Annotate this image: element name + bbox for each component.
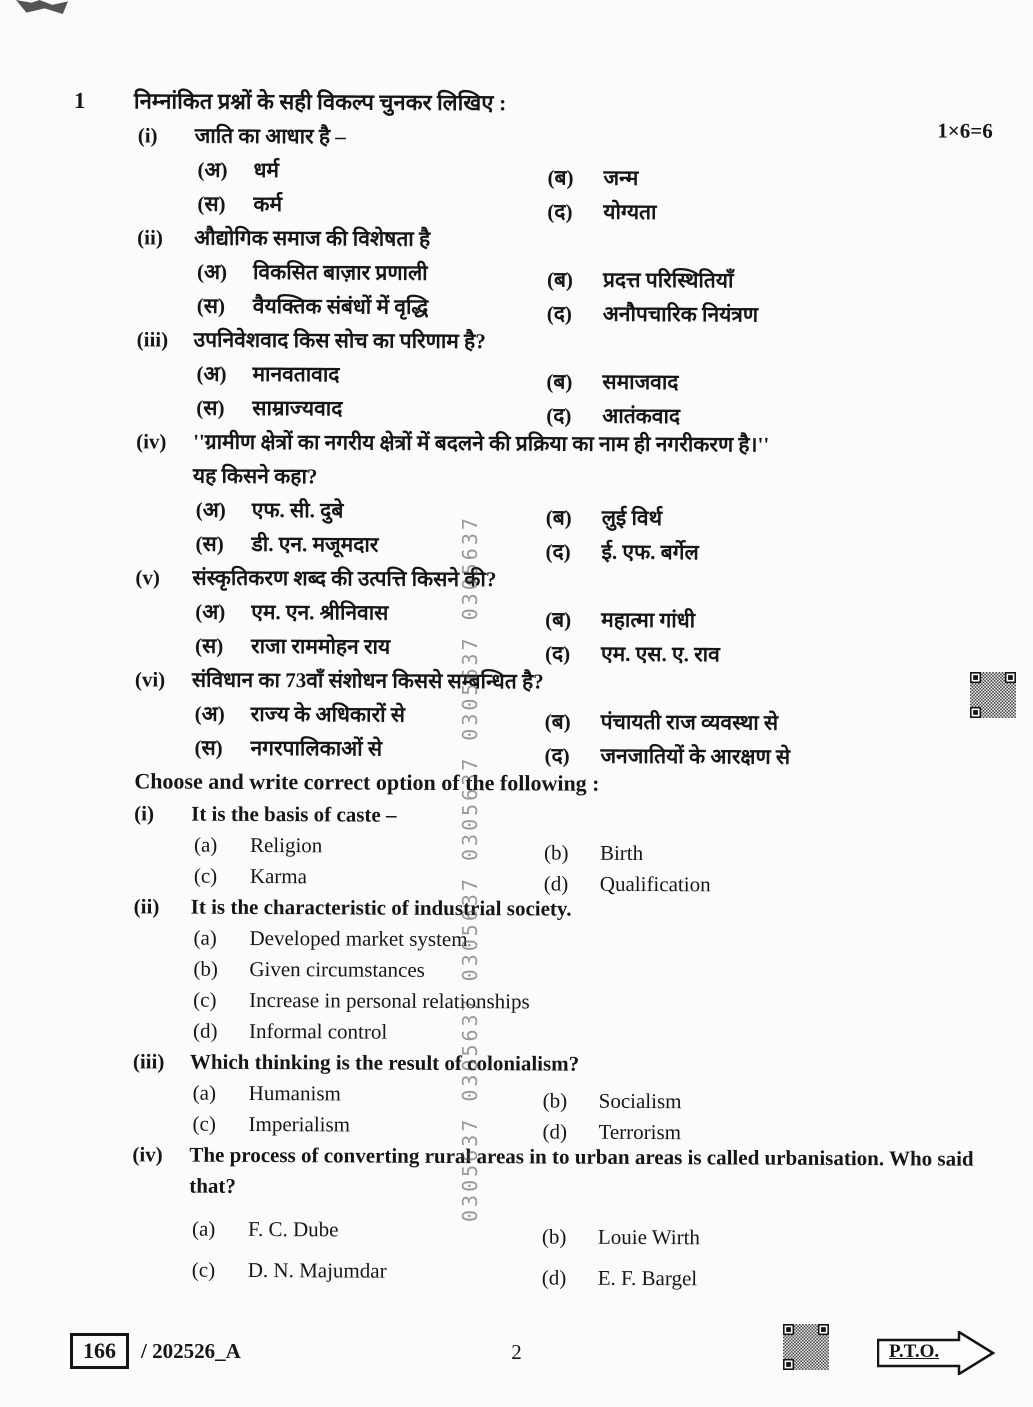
option: (b) Birth (543, 840, 644, 866)
option: (d) Qualification (543, 871, 711, 897)
question-label: (ii) (137, 225, 163, 250)
question-text: It is the basis of caste – (191, 801, 397, 827)
qr-code (783, 1324, 829, 1370)
option: (अ) धर्म (197, 157, 280, 183)
question-label: (iv) (132, 1142, 163, 1167)
question-text: उपनिवेशवाद किस सोच का परिणाम है? (193, 327, 486, 354)
option: (अ) मानवतावाद (196, 361, 340, 387)
question-text-line2: यह किसने कहा? (192, 463, 318, 489)
option: (b) Socialism (542, 1088, 682, 1114)
option: (a) Developed market system (193, 925, 468, 952)
option: (अ) एम. एन. श्रीनिवास (195, 599, 389, 625)
option: (d) Terrorism (542, 1119, 682, 1145)
option: (d) Informal control (192, 1018, 388, 1044)
option: (d) E. F. Bargel (541, 1265, 698, 1291)
english-question-2 (67, 891, 993, 1051)
option: (ब) पंचायती राज व्यवस्था से (544, 709, 779, 735)
option: (अ) विकसित बाज़ार प्रणाली (196, 259, 428, 285)
question-text: संस्कृतिकरण शब्द की उत्पत्ति किसने की? (192, 565, 497, 592)
option: (b) Given circumstances (193, 956, 425, 982)
question-text: The process of converting rural areas in to urban areas is called urbanisation. Who said that? (189, 1142, 974, 1198)
option: (c) Karma (193, 863, 308, 889)
paper-code: / 202526_A (141, 1338, 241, 1363)
english-question-1 (68, 798, 993, 896)
option: (b) Louie Wirth (541, 1224, 701, 1250)
hindi-question-5 (69, 560, 995, 667)
option: (द) जनजातियों के आरक्षण से (544, 743, 791, 769)
question-label: (i) (137, 123, 158, 148)
question-text: संविधान का 73वाँ संशोधन किससे सम्बन्धित है? (191, 667, 544, 694)
option: (ब) समाजवाद (546, 369, 679, 395)
option: (स) कर्म (197, 191, 283, 217)
marks-allotted: 1×6=6 (937, 118, 993, 143)
hindi-question-1 (71, 118, 997, 225)
page-number: 2 (511, 1340, 522, 1364)
option: (a) Religion (193, 832, 323, 858)
option: (स) नगरपालिकाओं से (194, 735, 383, 761)
option: (स) डी. एन. मजूमदार (195, 531, 379, 557)
pto-arrow (877, 1331, 995, 1375)
question-text: It is the characteristic of industrial society. (190, 894, 572, 921)
option: (अ) एफ. सी. दुबे (195, 497, 344, 523)
option: (ब) जन्म (547, 165, 639, 190)
option: (द) ई. एफ. बर्गेल (545, 539, 699, 565)
hindi-question-2 (71, 220, 997, 327)
english-question-3 (66, 1046, 991, 1144)
option: (अ) राज्य के अधिकारों से (194, 701, 406, 727)
option: (c) Increase in personal relationships (193, 987, 530, 1014)
option: (ब) लुई विर्थ (545, 505, 663, 531)
hindi-question-section (68, 118, 996, 769)
instruction-english: Choose and write correct option of the following : (134, 768, 600, 796)
question-label: (iv) (136, 429, 167, 454)
question-label: (vi) (134, 667, 166, 692)
booklet-code: 166 (70, 1333, 129, 1369)
instruction-hindi: निम्नांकित प्रश्नों के सही विकल्प चुनकर लिखिए : (133, 88, 507, 116)
hindi-question-4 (70, 424, 996, 565)
serial-number-stamp: 0305637 0305637 0305637 0305637 0305637 0305637 (458, 515, 482, 1222)
option: (स) वैयक्तिक संबंधों में वृद्धि (196, 293, 429, 319)
hindi-question-3 (70, 322, 996, 429)
question-label: (ii) (133, 894, 160, 919)
option: (द) आतंकवाद (546, 403, 681, 429)
question-label: (v) (135, 565, 160, 590)
scan-artifact (16, 0, 68, 14)
question-text: जाति का आधार है – (194, 123, 346, 149)
option: (द) एम. एस. ए. राव (544, 641, 720, 667)
question-label: (iii) (136, 327, 169, 352)
option: (a) Humanism (192, 1080, 341, 1106)
question-number: 1 (73, 88, 86, 114)
question-text: औद्योगिक समाज की विशेषता है (194, 225, 431, 251)
option: (स) राजा राममोहन राय (194, 633, 391, 659)
question-label: (iii) (132, 1049, 165, 1074)
english-question-section (66, 798, 994, 1290)
pto-label: P.T.O. (889, 1341, 940, 1362)
question-text: ''ग्रामीण क्षेत्रों का नगरीय क्षेत्रों में बदलने की प्रक्रिया का नाम ही नगरीकरण है।'' (193, 429, 770, 457)
hindi-question-6 (68, 662, 994, 769)
page-content (66, 84, 997, 1290)
option: (द) अनौपचारिक नियंत्रण (546, 301, 759, 327)
english-question-4 (66, 1139, 992, 1290)
option: (ब) प्रदत्त परिस्थितियाँ (546, 267, 734, 293)
option: (स) साम्राज्यवाद (196, 395, 343, 421)
option: (c) Imperialism (192, 1111, 351, 1137)
option: (ब) महात्मा गांधी (545, 607, 696, 633)
question-label: (i) (134, 801, 155, 826)
option: (c) D. N. Majumdar (191, 1257, 387, 1283)
question-text: Which thinking is the result of colonialism? (189, 1049, 580, 1076)
option: (द) योग्यता (547, 199, 657, 225)
option: (a) F. C. Dube (191, 1216, 339, 1242)
